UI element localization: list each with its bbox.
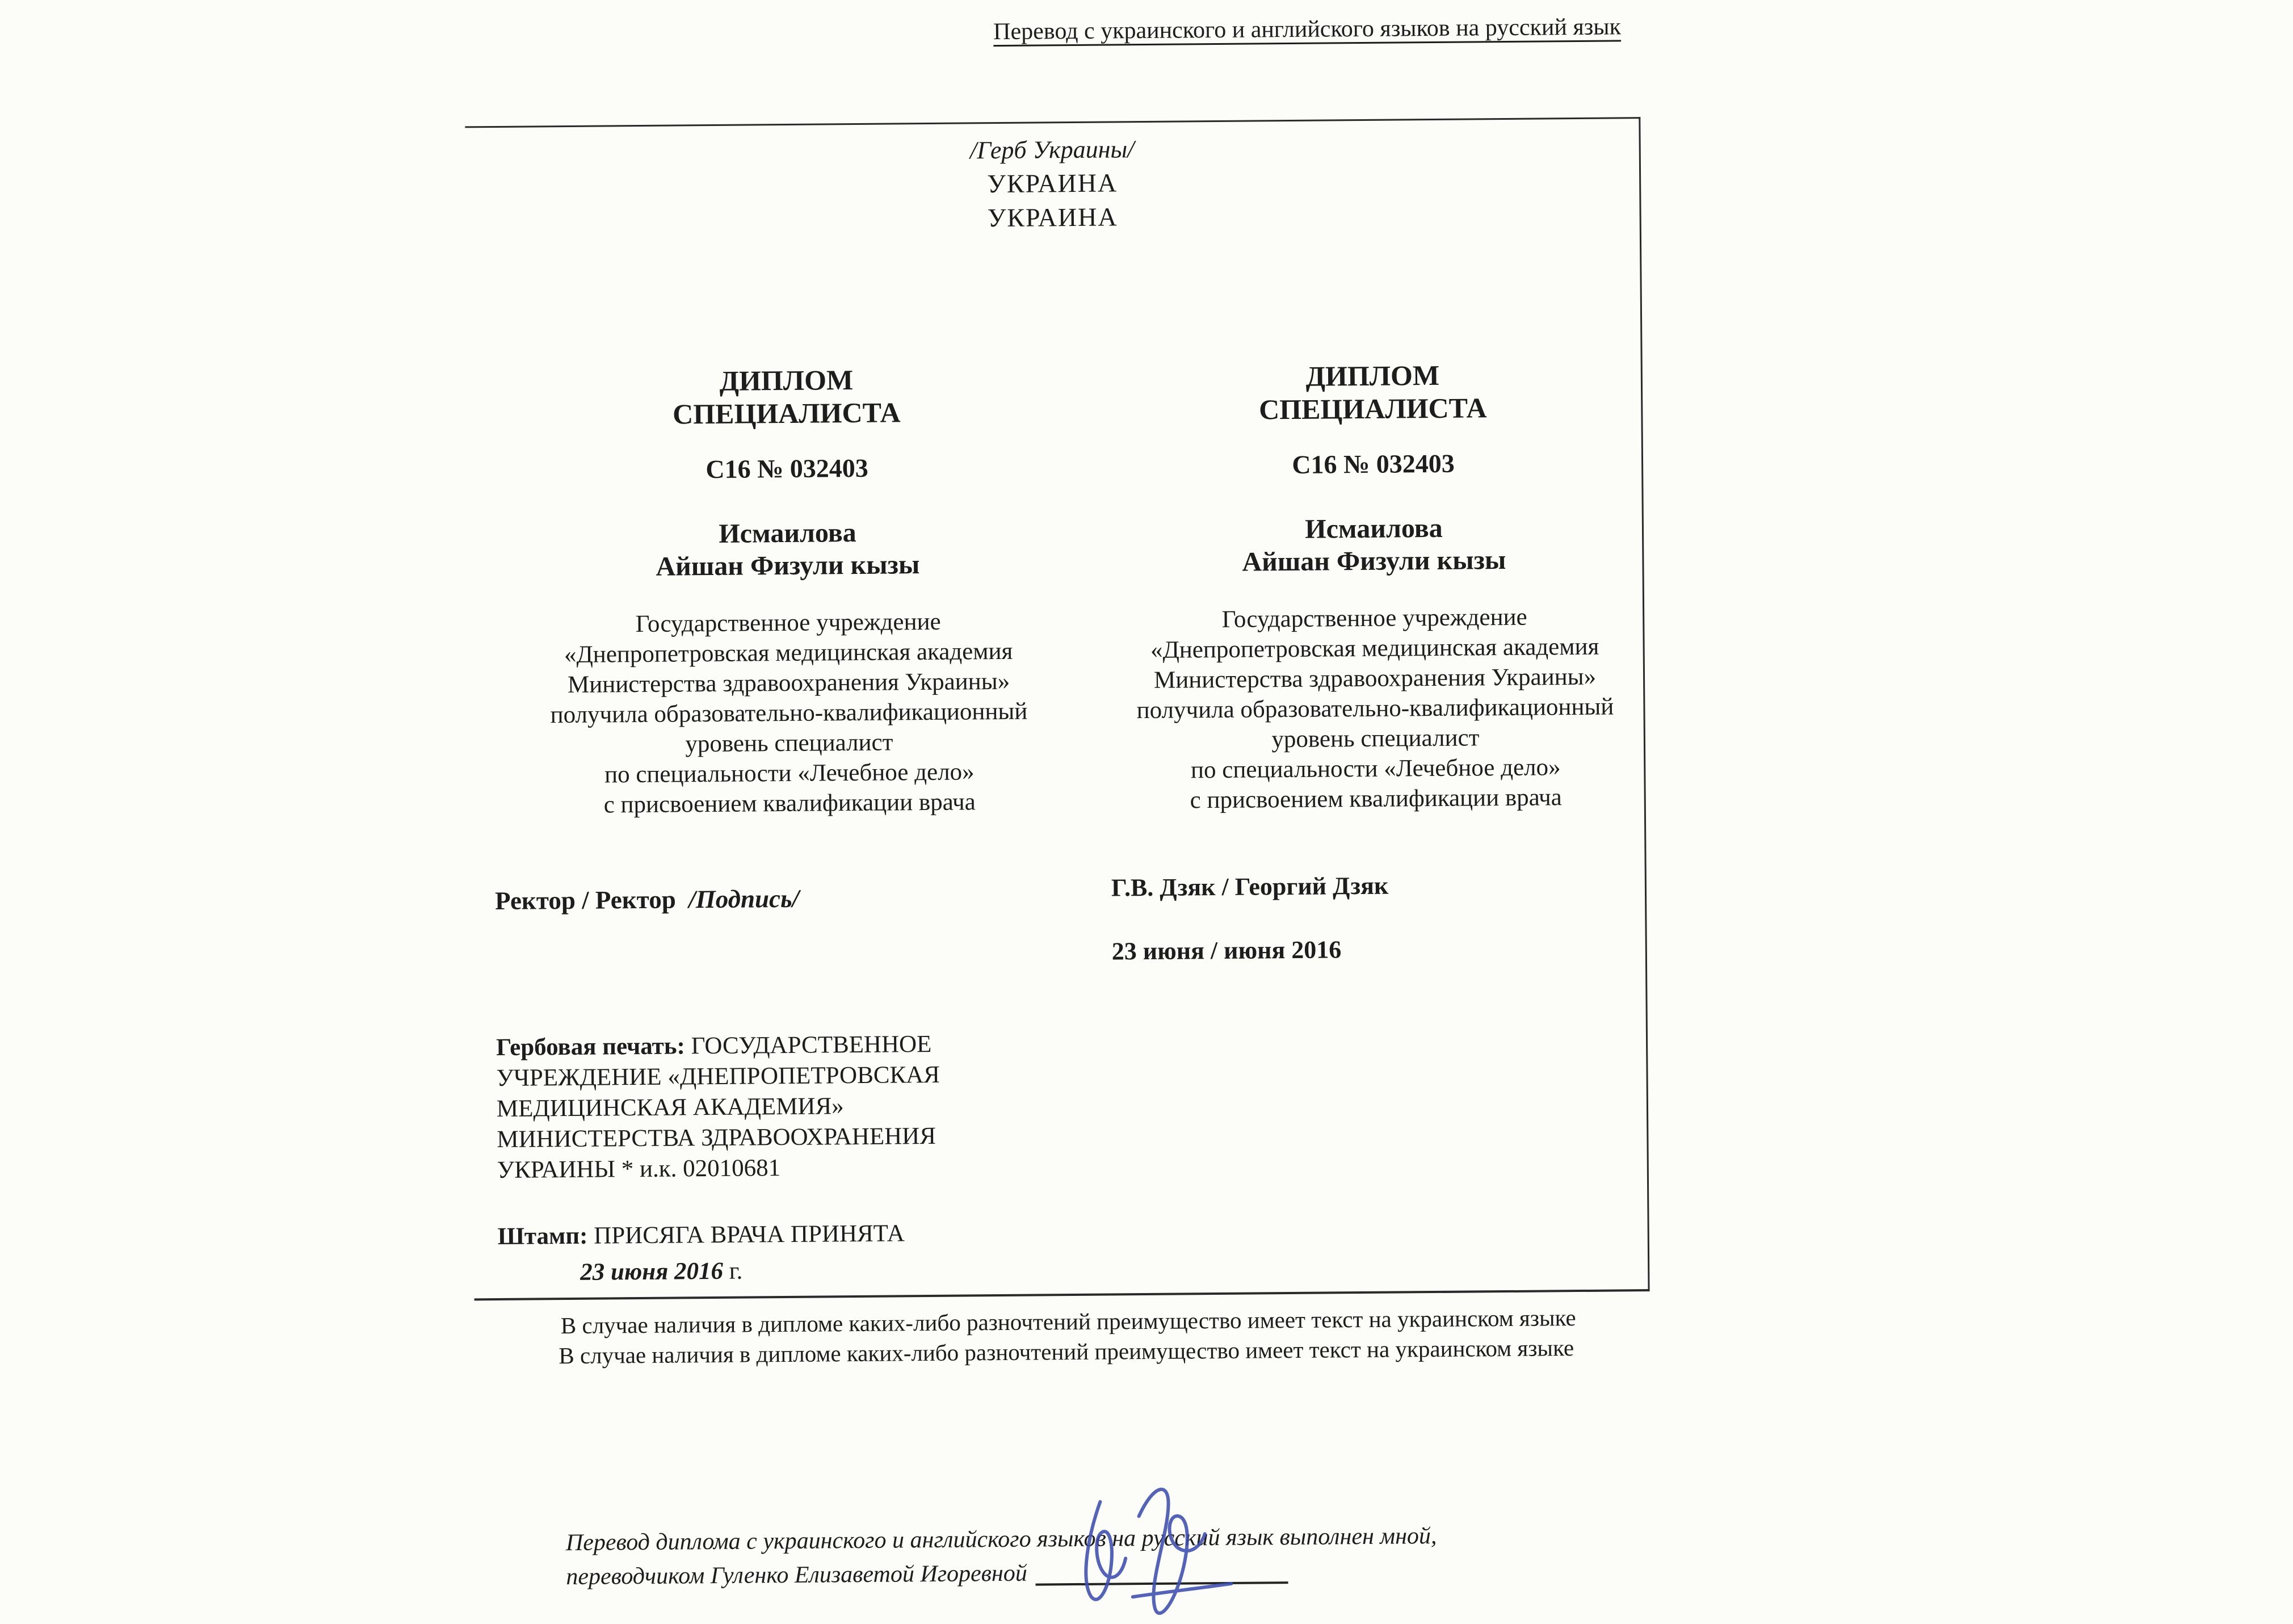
body-line: получила образовательно-квалификационный <box>550 698 1028 729</box>
diploma-serial: С16 № 032403 <box>1292 448 1455 479</box>
holder-surname: Исмаилова <box>1305 513 1443 544</box>
body-line: Государственное учреждение <box>635 608 941 638</box>
diploma-title <box>1107 357 1639 427</box>
holder-name <box>522 515 1053 584</box>
body-line: с присвоением квалификации врача <box>603 788 976 819</box>
discrepancy-note-1: В случае наличия в дипломе каких-либо разночтений преимущество имеет текст на украинском языке <box>560 1304 1576 1339</box>
diploma-title-line1: ДИПЛОМ <box>1305 359 1440 392</box>
translator-statement-line2: переводчиком Гуленко Елизаветой Игоревной <box>566 1560 1027 1591</box>
stamp-description <box>497 1215 905 1291</box>
diploma-title <box>521 362 1052 431</box>
rector-name: Г.В. Дзяк / Георгий Дзяк <box>1111 871 1389 902</box>
seal-label: Гербовая печать: <box>495 1033 686 1061</box>
body-line: уровень специалист <box>1271 724 1480 753</box>
emblem-note: /Герб Украины/ <box>969 135 1135 165</box>
rector-label: Ректор / Ректор <box>494 885 676 916</box>
body-line: уровень специалист <box>685 729 893 758</box>
seal-text: ГОСУДАРСТВЕННОЕ <box>691 1030 932 1060</box>
body-line: по специальности «Лечебное дело» <box>1190 754 1561 784</box>
body-line: Министерства здравоохранения Украины» <box>1153 663 1597 694</box>
seal-line: УКРАИНЫ * и.к. 02010681 <box>497 1155 781 1184</box>
issue-date: 23 июня / июня 2016 <box>1111 935 1342 966</box>
stamp-date-line <box>580 1252 905 1290</box>
rector-signature-line <box>495 884 799 916</box>
stamp-text: ПРИСЯГА ВРАЧА ПРИНЯТА <box>594 1220 905 1249</box>
body-line: по специальности «Лечебное дело» <box>604 758 975 788</box>
diploma-body <box>523 606 1055 820</box>
holder-given-names: Айшан Физули кызы <box>656 549 920 582</box>
seal-line: МЕДИЦИНСКАЯ АКАДЕМИЯ» <box>496 1093 844 1123</box>
diploma-body <box>1109 601 1641 816</box>
body-line: Государственное учреждение <box>1221 603 1527 633</box>
stamp-date: 23 июня 2016 <box>580 1257 724 1286</box>
diploma-title-line2: СПЕЦИАЛИСТА <box>1258 392 1487 426</box>
translation-header: Перевод с украинского и английского языков на русский язык <box>993 14 1622 45</box>
translator-statement <box>566 1519 1437 1594</box>
signature-note: /Подпись/ <box>688 884 800 914</box>
country-line: УКРАИНА <box>987 202 1118 233</box>
country-line: УКРАИНА <box>987 168 1118 199</box>
diploma-serial: С16 № 032403 <box>705 453 869 484</box>
stamp-date-suffix: г. <box>729 1257 743 1285</box>
holder-given-names: Айшан Физули кызы <box>1242 545 1506 577</box>
body-line: Министерства здравоохранения Украины» <box>567 668 1010 698</box>
seal-description <box>496 1029 1019 1186</box>
body-line: «Днепропетровская медицинская академия <box>1150 633 1599 664</box>
body-line: «Днепропетровская медицинская академия <box>564 637 1013 669</box>
seal-line <box>496 1029 1018 1063</box>
holder-surname: Исмаилова <box>719 517 856 549</box>
diploma-column-right <box>1105 119 1645 1293</box>
stamp-line <box>497 1215 905 1255</box>
holder-name <box>1108 510 1640 579</box>
diploma-title-line1: ДИПЛОМ <box>719 364 854 397</box>
discrepancy-note-2: В случае наличия в дипломе каких-либо разночтений преимущество имеет текст на украинском языке <box>558 1335 1574 1369</box>
body-line: получила образовательно-квалификационный <box>1136 693 1614 724</box>
diploma-title-line2: СПЕЦИАЛИСТА <box>672 396 901 430</box>
diploma-frame <box>465 117 1649 1300</box>
stamp-label: Штамп: <box>497 1222 588 1250</box>
seal-line: МИНИСТЕРСТВА ЗДРАВООХРАНЕНИЯ <box>497 1122 936 1153</box>
body-line: с присвоением квалификации врача <box>1190 784 1562 814</box>
translator-signature-scribble <box>1048 1461 1242 1624</box>
translator-statement-line1: Перевод диплома с украинского и английского языков на русский язык выполнен мной, <box>565 1523 1437 1556</box>
seal-line: УЧРЕЖДЕНИЕ «ДНЕПРОПЕТРОВСКАЯ <box>496 1061 940 1092</box>
